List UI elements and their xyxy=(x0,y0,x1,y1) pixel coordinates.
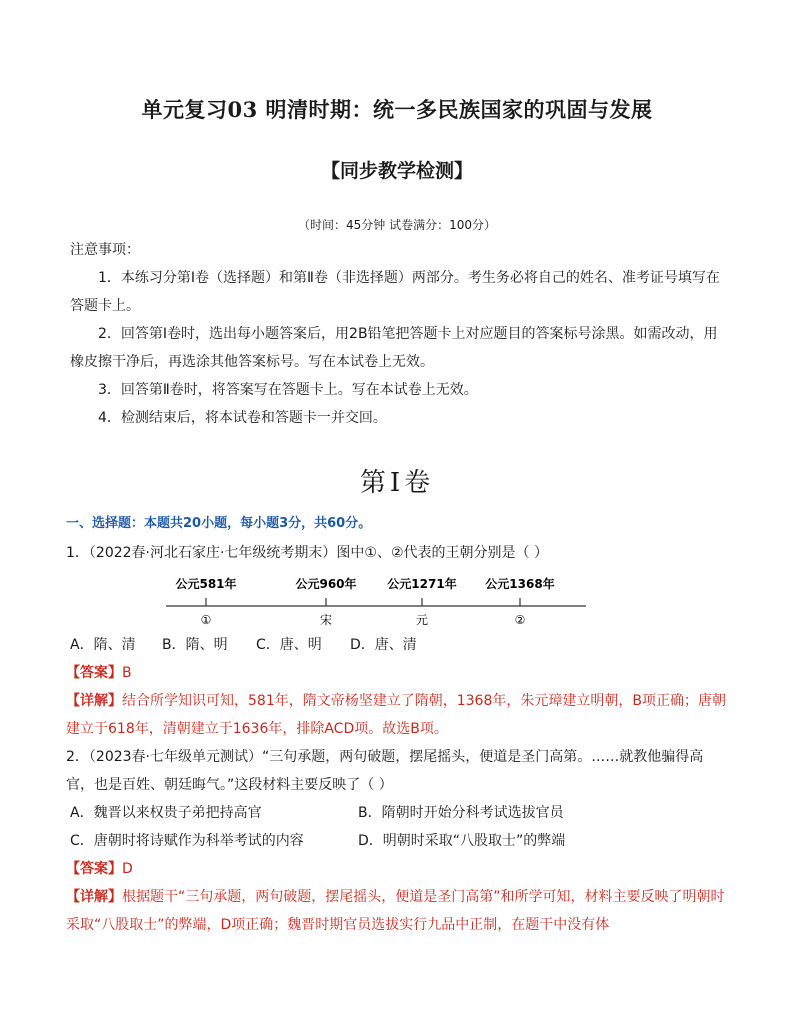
option-d: D．明朝时采取“八股取士”的弊端 xyxy=(358,833,566,849)
option-b: B．隋、明 xyxy=(162,637,228,653)
answer-label: 【答案】 xyxy=(66,665,122,681)
option-c: C．唐朝时将诗赋作为科举考试的内容 xyxy=(70,833,304,849)
option-a: A．魏晋以来权贵子弟把持高官 xyxy=(70,805,262,821)
timeline-dynasty-label: ① xyxy=(200,613,212,627)
option-b: B．隋朝时开始分科考试选拔官员 xyxy=(358,805,564,821)
explain-text: 根据题干“三句承题，两句破题，摆尾摇头，便道是圣门高第”和所学可知，材料主要反映了明朝时采取“八股取士”的弊端，D项正确；魏晋时期官员选拔实行九品中正制，在题干中没有体 xyxy=(66,889,725,933)
note-item: 1．本练习分第Ⅰ卷（选择题）和第Ⅱ卷（非选择题）两部分。考生务必将自己的姓名、准考证号填写在答题卡上。 xyxy=(70,270,720,314)
answer-label: 【答案】 xyxy=(66,861,122,877)
timeline-year-label: 公元1368年 xyxy=(485,577,555,591)
page-title: 单元复习03 明清时期：统一多民族国家的巩固与发展 xyxy=(141,97,653,122)
timeline-figure xyxy=(160,572,590,630)
note-item: 2．回答第Ⅰ卷时，选出每小题答案后，用2B铅笔把答题卡上对应题目的答案标号涂黑。如需改动，用橡皮擦干净后，再选涂其他答案标号。写在本试卷上无效。 xyxy=(70,326,718,370)
timeline-dynasty-label: 宋 xyxy=(319,613,333,627)
timeline-year-label: 公元1271年 xyxy=(387,577,457,591)
part-heading: 一、选择题：本题共20小题，每小题3分，共60分。 xyxy=(66,516,372,531)
explain-2 xyxy=(66,883,730,939)
timeline-year-960 xyxy=(295,576,356,627)
timeline-dynasty-label: ② xyxy=(514,613,526,627)
timeline-year-label: 公元581年 xyxy=(175,577,237,591)
timeline-year-581 xyxy=(175,576,236,627)
answer-value: B xyxy=(122,665,132,681)
answer-value: D xyxy=(122,861,133,877)
explain-1 xyxy=(66,687,730,743)
explain-label: 【详解】 xyxy=(66,693,122,709)
option-d: D．唐、清 xyxy=(350,637,417,653)
note-item: 3．回答第Ⅱ卷时，将答案写在答题卡上。写在本试卷上无效。 xyxy=(98,382,478,398)
timeline-dynasty-label: 元 xyxy=(415,613,429,627)
note-item: 4．检测结束后，将本试卷和答题卡一并交回。 xyxy=(98,410,387,426)
option-c: C．唐、明 xyxy=(256,637,322,653)
answer-2 xyxy=(66,855,730,883)
question-1-stem: 1．（2022春·河北石家庄·七年级统考期末）图中①、②代表的王朝分别是（ ） xyxy=(66,545,548,561)
timeline-year-1368 xyxy=(485,576,554,627)
timeline-year-1271 xyxy=(387,576,456,627)
explain-text: 结合所学知识可知，581年，隋文帝杨坚建立了隋朝，1368年，朱元璋建立明朝，B项正确；唐朝建立于618年，清朝建立于1636年，排除ACD项。故选B项。 xyxy=(66,693,726,737)
time-info: （时间：45分钟 试卷满分：100分） xyxy=(298,218,496,232)
option-a: A．隋、清 xyxy=(70,637,136,653)
section-title: 第Ⅰ卷 xyxy=(359,468,435,498)
notes-heading: 注意事项： xyxy=(70,242,140,258)
timeline-year-label: 公元960年 xyxy=(295,577,357,591)
answer-1 xyxy=(66,659,730,687)
explain-label: 【详解】 xyxy=(66,889,122,905)
question-2-stem: 2．（2023春·七年级单元测试）“三句承题，两句破题，摆尾摇头，便道是圣门高第。……就教他骗得高官，也是百姓、朝廷晦气。”这段材料主要反映了（ ） xyxy=(66,749,704,793)
page-subtitle: 【同步教学检测】 xyxy=(320,160,473,182)
